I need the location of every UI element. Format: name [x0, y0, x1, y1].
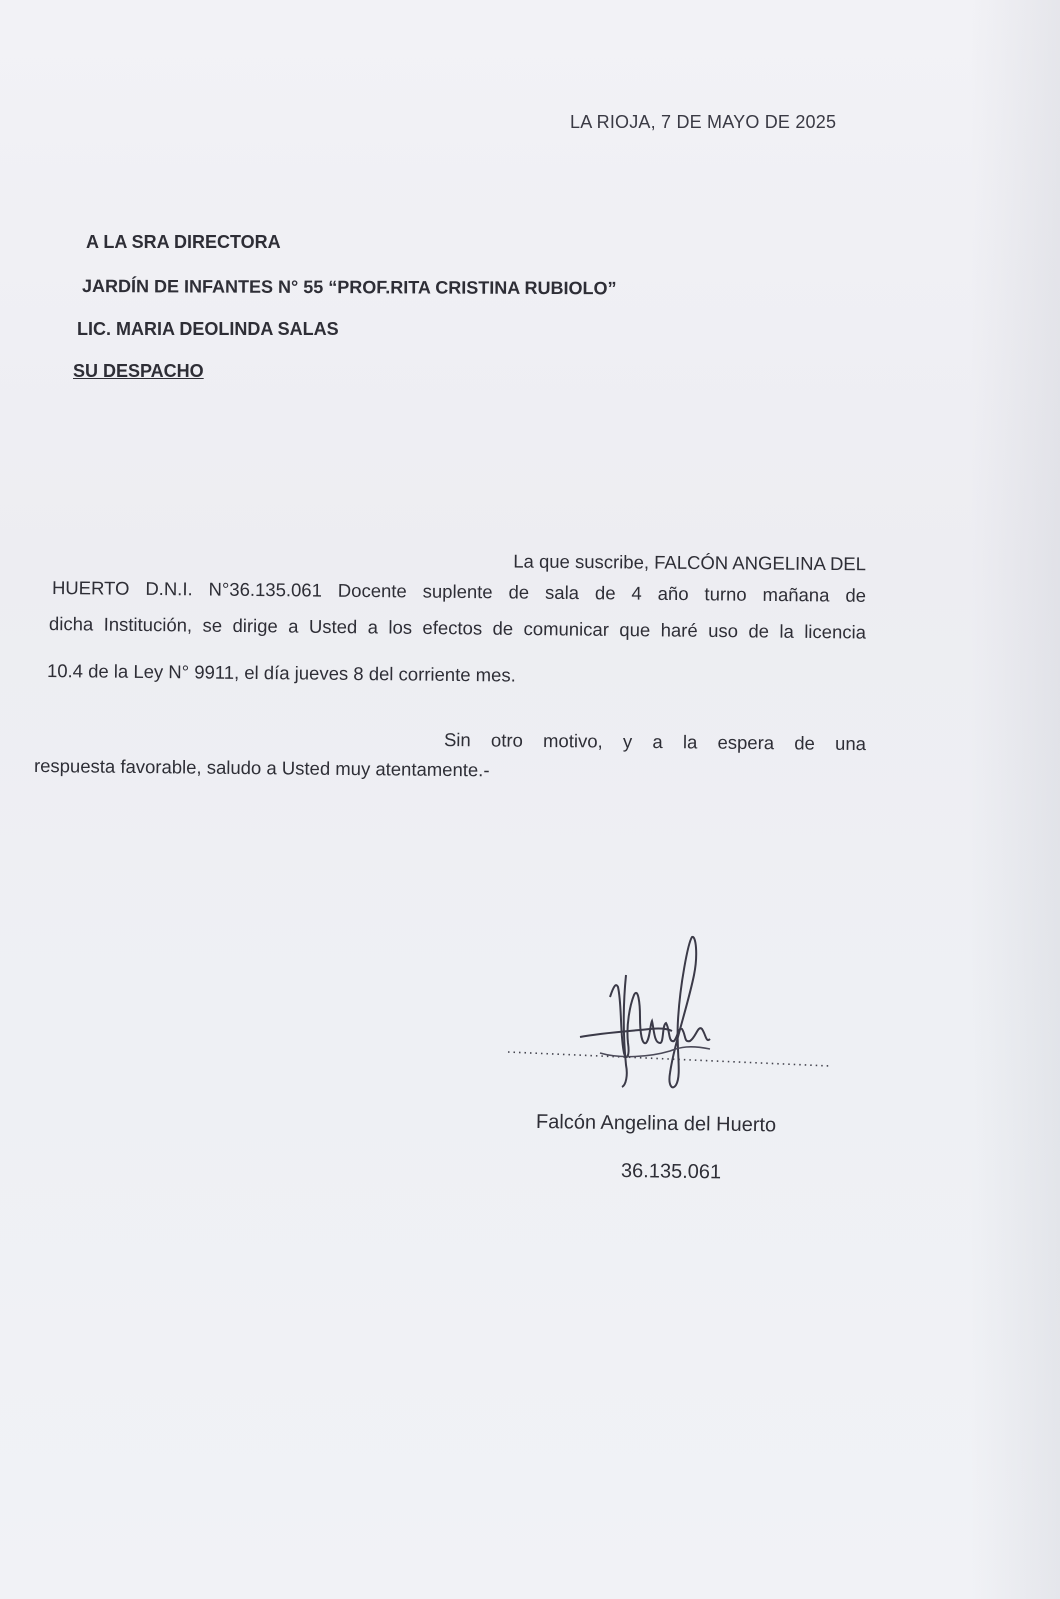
- letter-date: LA RIOJA, 7 DE MAYO DE 2025: [570, 112, 837, 132]
- paragraph1-line3: dicha Institución, se dirige a Usted a los efectos de comunicar que haré uso de la licencia: [48, 613, 867, 643]
- signature-cross-stroke: [580, 1029, 672, 1037]
- signature-loop-stroke: [669, 937, 696, 1087]
- paragraph1-line2: HUERTO D.N.I. N°36.135.061 Docente suplente de sala de 4 año turno mañana de: [51, 577, 867, 606]
- paragraph2-line1: Sin otro motivo, y a la espera de una: [443, 729, 867, 755]
- recipient-office: SU DESPACHO: [73, 361, 204, 381]
- paragraph1-line1: La que suscribe, FALCÓN ANGELINA DEL: [513, 550, 867, 575]
- paragraph1-line4: 10.4 de la Ley N° 9911, el día jueves 8 del corriente mes.: [46, 660, 516, 686]
- handwritten-signature: [500, 925, 840, 1105]
- recipient-name: LIC. MARIA DEOLINDA SALAS: [77, 319, 339, 339]
- recipient-title: A LA SRA DIRECTORA: [86, 232, 281, 252]
- signature-tail-stroke: [600, 1047, 710, 1057]
- signature-dotted-line: [508, 1052, 830, 1066]
- signer-dni: 36.135.061: [620, 1160, 722, 1184]
- recipient-institution: JARDÍN DE INFANTES N° 55 “PROF.RITA CRISTINA RUBIOLO”: [81, 276, 617, 299]
- paragraph2-line2: respuesta favorable, saludo a Usted muy atentamente.-: [33, 755, 490, 781]
- page-shadow: [970, 0, 1060, 1599]
- signer-name: Falcón Angelina del Huerto: [535, 1111, 777, 1137]
